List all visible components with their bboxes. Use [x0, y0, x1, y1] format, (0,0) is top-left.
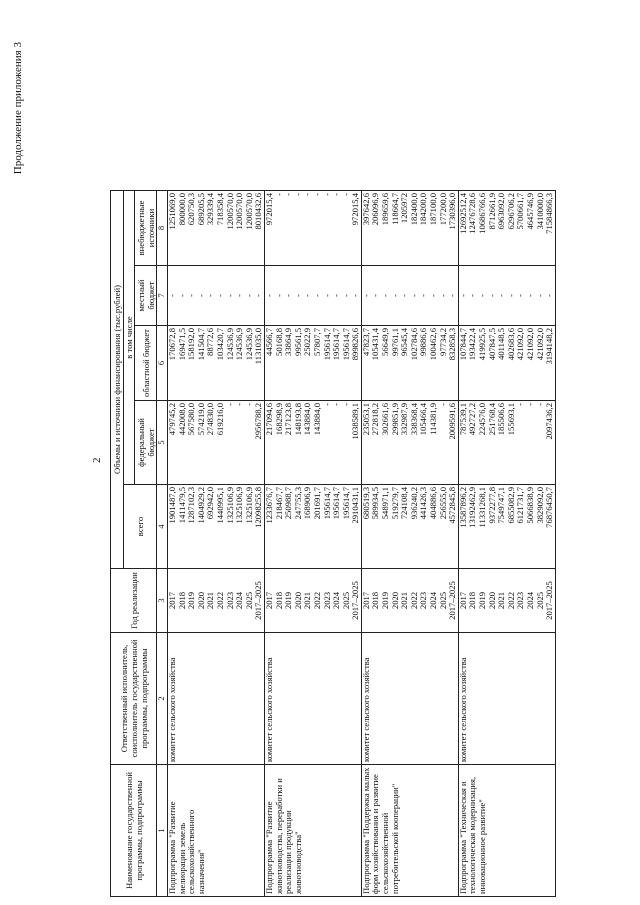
federal-cell-line: 148193,8: [292, 403, 303, 436]
regional-cell-line: 57807,7: [311, 328, 322, 356]
regional-cell-line: 3194148,2: [544, 328, 555, 365]
federal-cell-line: 787539,1: [457, 403, 468, 436]
federal-cell-line: 251768,4: [486, 403, 497, 436]
total-cell-line: 724108,4: [399, 487, 410, 520]
total-cell-line: 404886,6: [428, 487, 439, 520]
regional-cell-line: 103420,7: [214, 328, 225, 361]
local-cell: [168, 266, 265, 326]
total-cell-line: 936240,2: [408, 487, 419, 520]
local-cell-line: -: [243, 294, 254, 297]
column-number: 2: [157, 633, 168, 765]
extra-cell-line: 184200,0: [418, 193, 429, 226]
federal-cell: [458, 401, 555, 485]
federal-cell-line: 105466,4: [418, 403, 429, 436]
year-cell-line: 2017: [167, 591, 177, 610]
regional-cell-line: 50168,8: [273, 328, 284, 356]
annex-label: Продолжение приложения 3: [12, 42, 24, 175]
extra-cell-line: 718358,4: [214, 193, 225, 226]
total-cell: [168, 485, 265, 569]
year-cell-line: 2018: [467, 591, 478, 610]
total-cell-line: 692942,0: [205, 487, 216, 520]
regional-cell-line: 421092,0: [524, 328, 535, 361]
year-cell-line: 2020: [292, 591, 303, 610]
federal-cell-line: 567580,0: [186, 403, 197, 436]
federal-cell-line: 2097436,2: [544, 403, 555, 440]
local-cell-line: -: [437, 294, 448, 297]
extra-cell-line: 118664,7: [389, 193, 400, 225]
regional-cell-line: 44566,7: [263, 328, 274, 356]
federal-cell-line: 217094,6: [263, 403, 274, 436]
local-cell-line: -: [408, 294, 419, 297]
total-cell-line: 6855082,9: [505, 487, 516, 524]
extra-cell-line: 620750,3: [186, 193, 197, 226]
total-cell-line: 1411479,5: [176, 487, 187, 524]
year-cell-line: 2022: [408, 591, 419, 610]
program-name-cell: Подпрограмма "Поддержка малых форм хозяйствования и развитие сельскохозяйственной потребительской кооперации": [361, 765, 458, 897]
regional-cell: [361, 326, 458, 401]
year-cell-line: 2024: [524, 591, 535, 610]
financing-table: [110, 190, 556, 897]
year-cell-line: 2021: [399, 591, 410, 610]
year-cell-line: 2017: [457, 591, 468, 610]
local-cell-line: -: [380, 294, 391, 297]
regional-cell-line: 402683,6: [505, 328, 516, 361]
regional-cell-line: 170672,8: [167, 328, 177, 361]
extra-cell-line: -: [321, 193, 332, 196]
regional-cell-line: 169471,5: [176, 328, 187, 361]
year-cell-line: 2017–2025: [544, 581, 555, 620]
column-number: 4: [157, 485, 168, 569]
total-cell: [458, 485, 555, 569]
extra-cell-line: -: [311, 193, 322, 196]
total-cell-line: 195614,7: [340, 487, 351, 520]
year-cell-line: 2023: [224, 591, 235, 610]
year-cell-line: 2024: [331, 591, 342, 610]
regional-cell-line: 88772,6: [205, 328, 216, 356]
federal-cell-line: 235053,1: [360, 403, 371, 436]
federal-cell-line: 155693,1: [505, 403, 516, 436]
regional-cell-line: 33864,9: [283, 328, 294, 356]
year-cell-line: 2025: [437, 591, 448, 610]
regional-cell-line: 124536,9: [224, 328, 235, 361]
total-cell-line: 1287102,3: [186, 487, 197, 524]
year-cell-line: 2017: [263, 591, 274, 610]
extra-cell-line: 1200570,0: [243, 193, 254, 230]
year-cell-line: 2025: [340, 591, 351, 610]
regional-cell-line: 124536,9: [243, 328, 254, 361]
local-cell-line: -: [477, 294, 487, 297]
regional-cell-line: 100462,6: [428, 328, 439, 361]
local-cell: [264, 266, 361, 326]
year-cell-line: 2021: [496, 591, 507, 610]
local-cell-line: -: [524, 294, 535, 297]
federal-cell-line: 299851,9: [389, 403, 400, 436]
extra-cell: [361, 191, 458, 266]
year-cell-line: 2020: [195, 591, 206, 610]
local-cell-line: -: [350, 294, 361, 297]
extra-cell-line: 177200,0: [437, 193, 448, 226]
local-cell-line: -: [302, 294, 313, 297]
extra-cell-line: 12476728,6: [467, 193, 478, 234]
total-cell-line: 76876450,7: [544, 487, 555, 528]
local-cell: [361, 266, 458, 326]
regional-cell-line: 419925,5: [477, 328, 487, 361]
column-number: 5: [157, 401, 168, 485]
header-executor: Ответственный исполнитель, соисполнитель государственной программы, подпрограммы: [111, 633, 157, 765]
regional-cell-line: 97734,2: [437, 328, 448, 356]
total-cell-line: 9372277,8: [486, 487, 497, 524]
total-cell-line: 441426,3: [418, 487, 429, 520]
extra-cell-line: -: [302, 193, 313, 196]
extra-cell-line: 71584866,3: [544, 193, 555, 234]
regional-cell-line: 421092,0: [515, 328, 526, 361]
local-cell-line: -: [205, 294, 216, 297]
year-cell-line: 2018: [273, 591, 284, 610]
total-cell-line: 1440995,1: [214, 487, 225, 524]
regional-cell-line: 102784,6: [408, 328, 419, 361]
regional-cell-line: 56649,9: [380, 328, 391, 356]
table-row: [458, 191, 555, 897]
extra-cell: [168, 191, 265, 266]
extra-cell-line: -: [331, 193, 342, 196]
local-cell-line: -: [292, 294, 303, 297]
total-cell-line: 680519,3: [360, 487, 371, 520]
regional-cell-line: 141504,7: [195, 328, 206, 361]
local-cell-line: -: [340, 294, 351, 297]
regional-cell-line: 195614,7: [321, 328, 332, 361]
year-cell-line: 2021: [205, 591, 216, 610]
regional-cell-line: 1131035,0: [253, 328, 264, 365]
total-cell-line: 6121731,7: [515, 487, 526, 524]
total-cell-line: 7549747,1: [496, 487, 507, 524]
extra-cell-line: 397642,6: [360, 193, 371, 226]
local-cell-line: -: [418, 294, 429, 297]
year-cell-line: 2021: [302, 591, 313, 610]
federal-cell-line: 274830,0: [205, 403, 216, 436]
total-cell-line: 519279,7: [389, 487, 400, 520]
local-cell-line: -: [505, 294, 516, 297]
total-cell-line: 2910431,1: [350, 487, 361, 524]
local-cell: [458, 266, 555, 326]
table-row: [264, 191, 361, 897]
federal-cell-line: 185506,6: [496, 403, 507, 436]
executor-cell: комитет сельского хозяйства: [168, 633, 265, 765]
local-cell-line: -: [253, 294, 264, 297]
executor-cell: комитет сельского хозяйства: [264, 633, 361, 765]
regional-cell-line: 99886,6: [418, 328, 429, 356]
year-cell-line: 2025: [243, 591, 254, 610]
year-cell-line: 2023: [515, 591, 526, 610]
regional-cell-line: 99561,5: [292, 328, 303, 356]
year-cell-line: 2024: [234, 591, 245, 610]
local-cell-line: -: [467, 294, 478, 297]
year-cell-line: 2022: [505, 591, 516, 610]
year-cell-line: 2019: [283, 591, 294, 610]
year-cell-line: 2019: [186, 591, 197, 610]
federal-cell-line: -: [234, 403, 245, 406]
local-cell-line: -: [283, 294, 294, 297]
page-number: 2: [91, 457, 103, 463]
header-program-name: Наименование государственной программы, подпрограммы: [111, 765, 157, 897]
extra-cell-line: -: [283, 193, 294, 196]
federal-cell-line: 114381,9: [428, 403, 439, 435]
federal-cell: [168, 401, 265, 485]
regional-cell-line: 195614,7: [340, 328, 351, 361]
federal-cell-line: -: [321, 403, 332, 406]
federal-cell-line: 217123,8: [283, 403, 294, 436]
regional-cell: [168, 326, 265, 401]
extra-cell-line: 5700661,7: [515, 193, 526, 230]
local-cell-line: -: [496, 294, 507, 297]
column-number: 8: [157, 191, 168, 266]
federal-cell-line: 143884,0: [302, 403, 313, 436]
federal-cell-line: 619216,0: [214, 403, 225, 436]
total-cell-line: 1325106,9: [234, 487, 245, 524]
extra-cell: [458, 191, 555, 266]
regional-cell-line: 124536,9: [234, 328, 245, 361]
regional-cell-line: 158192,0: [186, 328, 197, 361]
executor-cell: комитет сельского хозяйства: [458, 633, 555, 765]
federal-cell: [361, 401, 458, 485]
total-cell-line: 247755,3: [292, 487, 303, 520]
total-cell-line: 250988,7: [283, 487, 294, 520]
year-cell-line: 2022: [311, 591, 322, 610]
federal-cell-line: 168298,9: [273, 403, 284, 436]
local-cell-line: -: [486, 294, 497, 297]
local-cell-line: -: [273, 294, 284, 297]
table-body: [168, 191, 556, 897]
extra-cell-line: 10686766,6: [477, 193, 487, 234]
federal-cell-line: 2009591,6: [447, 403, 458, 440]
federal-cell-line: -: [331, 403, 342, 406]
extra-cell-line: 329339,4: [205, 193, 216, 226]
executor-cell: комитет сельского хозяйства: [361, 633, 458, 765]
local-cell-line: -: [321, 294, 332, 297]
total-cell-line: 11331268,1: [477, 487, 487, 528]
regional-cell-line: 832858,3: [447, 328, 458, 361]
total-cell-line: 13192462,9: [467, 487, 478, 528]
federal-cell-line: -: [340, 403, 351, 406]
extra-cell-line: 12692512,4: [457, 193, 468, 234]
extra-cell-line: 6963092,0: [496, 193, 507, 230]
local-cell-line: -: [331, 294, 342, 297]
local-cell-line: -: [263, 294, 274, 297]
local-cell-line: -: [370, 294, 381, 297]
year-cell: [361, 569, 458, 633]
local-cell-line: -: [167, 294, 177, 297]
extra-cell-line: 1205972: [399, 193, 410, 224]
table-row: [361, 191, 458, 897]
program-name-cell: Подпрограмма "Техническая и технологическая модернизация, инновационное развитие": [458, 765, 555, 897]
column-number: 1: [157, 765, 168, 897]
column-number: 3: [157, 569, 168, 633]
federal-cell-line: -: [437, 403, 448, 406]
federal-cell-line: -: [524, 403, 535, 406]
year-cell-line: 2024: [428, 591, 439, 610]
regional-cell-line: 105431,4: [370, 328, 381, 361]
regional-cell: [458, 326, 555, 401]
extra-cell-line: 8010432,6: [253, 193, 264, 230]
regional-cell-line: 401148,5: [496, 328, 507, 360]
total-cell-line: 1325106,9: [224, 487, 235, 524]
year-cell-line: 2017: [360, 591, 371, 610]
year-cell-line: 2018: [176, 591, 187, 610]
local-cell-line: -: [360, 294, 371, 297]
header-total: всего: [124, 485, 157, 569]
total-cell-line: 5066838,9: [524, 487, 535, 524]
total-cell-line: 12098255,8: [253, 487, 264, 528]
year-cell-line: 2017–2025: [447, 581, 458, 620]
federal-cell-line: -: [515, 403, 526, 406]
local-cell-line: -: [457, 294, 468, 297]
total-cell-line: 218467,7: [273, 487, 284, 520]
year-cell-line: 2020: [486, 591, 497, 610]
header-federal: федеральный бюджет: [135, 401, 157, 485]
regional-cell-line: 25022,9: [302, 328, 313, 356]
header-regional: областной бюджет: [135, 326, 157, 401]
federal-cell-line: 224576,0: [477, 403, 487, 436]
extra-cell-line: -: [340, 193, 351, 196]
federal-cell-line: -: [243, 403, 254, 406]
total-cell-line: 1325106,9: [243, 487, 254, 524]
column-number: 7: [157, 266, 168, 326]
total-cell-line: 201691,7: [311, 487, 322, 520]
local-cell-line: -: [224, 294, 235, 297]
federal-cell-line: 442008,0: [176, 403, 187, 436]
year-cell-line: 2020: [389, 591, 400, 610]
extra-cell-line: 1200570,0: [224, 193, 235, 230]
federal-cell-line: -: [224, 403, 235, 406]
year-cell-line: 2019: [477, 591, 487, 610]
federal-cell-line: 492727,2: [467, 403, 478, 436]
total-cell-line: 1404929,2: [195, 487, 206, 524]
regional-cell-line: 107844,7: [457, 328, 468, 361]
year-cell-line: 2023: [321, 591, 332, 610]
year-cell: [168, 569, 265, 633]
year-cell-line: 2017–2025: [253, 581, 264, 620]
header-year: Год реализации: [111, 569, 157, 633]
federal-cell-line: 332987,9: [399, 403, 410, 436]
extra-cell-line: 1200570,0: [234, 193, 245, 230]
column-number-row: [157, 191, 168, 897]
local-cell-line: -: [311, 294, 322, 297]
extra-cell-line: 4645746,9: [524, 193, 535, 230]
federal-cell-line: -: [534, 403, 545, 406]
regional-cell-line: 421092,0: [534, 328, 545, 361]
year-cell-line: 2025: [534, 591, 545, 610]
year-cell-line: 2018: [370, 591, 381, 610]
year-cell-line: 2022: [214, 591, 225, 610]
local-cell-line: -: [186, 294, 197, 297]
federal-cell-line: 338368,4: [408, 403, 419, 436]
federal-cell-line: 1038589,1: [350, 403, 361, 440]
federal-cell-line: 479745,2: [167, 403, 177, 436]
extra-cell-line: 1251069,0: [167, 193, 177, 230]
program-name-cell: Подпрограмма "Развитие животноводства, переработки и реализации продукции животноводства": [264, 765, 361, 897]
extra-cell: [264, 191, 361, 266]
extra-cell-line: -: [292, 193, 303, 196]
total-cell-line: 256555,0: [437, 487, 448, 520]
year-cell-line: 2019: [380, 591, 391, 610]
year-cell-line: 2017–2025: [350, 581, 361, 620]
extra-cell-line: 189659,6: [380, 193, 391, 226]
local-cell-line: -: [234, 294, 245, 297]
total-cell-line: 195614,7: [331, 487, 342, 520]
header-local: местный бюджет: [135, 266, 157, 326]
local-cell-line: -: [399, 294, 410, 297]
local-cell-line: -: [534, 294, 545, 297]
extra-cell-line: 1730396,0: [447, 193, 458, 230]
local-cell-line: -: [176, 294, 187, 297]
extra-cell-line: 972015,4: [263, 193, 274, 226]
extra-cell-line: 6296706,2: [505, 193, 516, 230]
regional-cell-line: 96545,4: [399, 328, 410, 356]
program-name-cell: Подпрограмма "Развитие мелиорации земель сельскохозяйственного назначения": [168, 765, 265, 897]
federal-cell-line: 574219,0: [195, 403, 206, 436]
local-cell-line: -: [544, 294, 555, 297]
local-cell-line: -: [515, 294, 526, 297]
regional-cell-line: 899826,6: [350, 328, 361, 361]
regional-cell-line: 193422,4: [467, 328, 478, 361]
extra-cell-line: -: [273, 193, 284, 196]
total-cell-line: 548971,1: [380, 487, 391, 520]
header-financing-group: Объемы и источники финансирования (тыс.рублей): [111, 191, 124, 569]
total-cell-line: 1901487,0: [167, 487, 177, 524]
extra-cell-line: 972015,4: [350, 193, 361, 226]
federal-cell-line: 302661,6: [380, 403, 391, 436]
total-cell-line: 13587896,2: [457, 487, 468, 528]
total-cell-line: 1233676,7: [263, 487, 274, 524]
year-cell: [458, 569, 555, 633]
federal-cell: [264, 401, 361, 485]
federal-cell-line: 2956788,2: [253, 403, 264, 440]
extra-cell-line: 187100,0: [428, 193, 439, 226]
local-cell-line: -: [195, 294, 206, 297]
total-cell-line: 3829092,0: [534, 487, 545, 524]
total-cell-line: 589934,5: [370, 487, 381, 520]
total-cell: [264, 485, 361, 569]
extra-cell-line: 182400,0: [408, 193, 419, 226]
table-row: [168, 191, 265, 897]
federal-cell-line: 143884,0: [311, 403, 322, 436]
regional-cell-line: 47823,7: [360, 328, 371, 356]
local-cell-line: -: [447, 294, 458, 297]
local-cell-line: -: [389, 294, 400, 297]
year-cell: [264, 569, 361, 633]
total-cell-line: 4572845,8: [447, 487, 458, 524]
total-cell-line: 168906,9: [302, 487, 313, 520]
federal-cell-line: 272818,2: [370, 403, 381, 436]
regional-cell-line: 407847,5: [486, 328, 497, 361]
column-number: 6: [157, 326, 168, 401]
extra-cell-line: 689205,5: [195, 193, 206, 226]
total-cell-line: 195614,7: [321, 487, 332, 520]
extra-cell-line: 3410000,0: [534, 193, 545, 230]
extra-cell-line: 206096,9: [370, 193, 381, 226]
local-cell-line: -: [428, 294, 439, 297]
regional-cell-line: 195614,7: [331, 328, 342, 361]
year-cell-line: 2023: [418, 591, 429, 610]
header-including: в том числе: [124, 191, 135, 485]
local-cell-line: -: [214, 294, 225, 297]
extra-cell-line: 8712661,9: [486, 193, 497, 230]
total-cell: [361, 485, 458, 569]
regional-cell-line: 99761,1: [389, 328, 400, 356]
extra-cell-line: 800000,0: [176, 193, 187, 226]
regional-cell: [264, 326, 361, 401]
header-extra: внебюджетные источники: [135, 191, 157, 266]
